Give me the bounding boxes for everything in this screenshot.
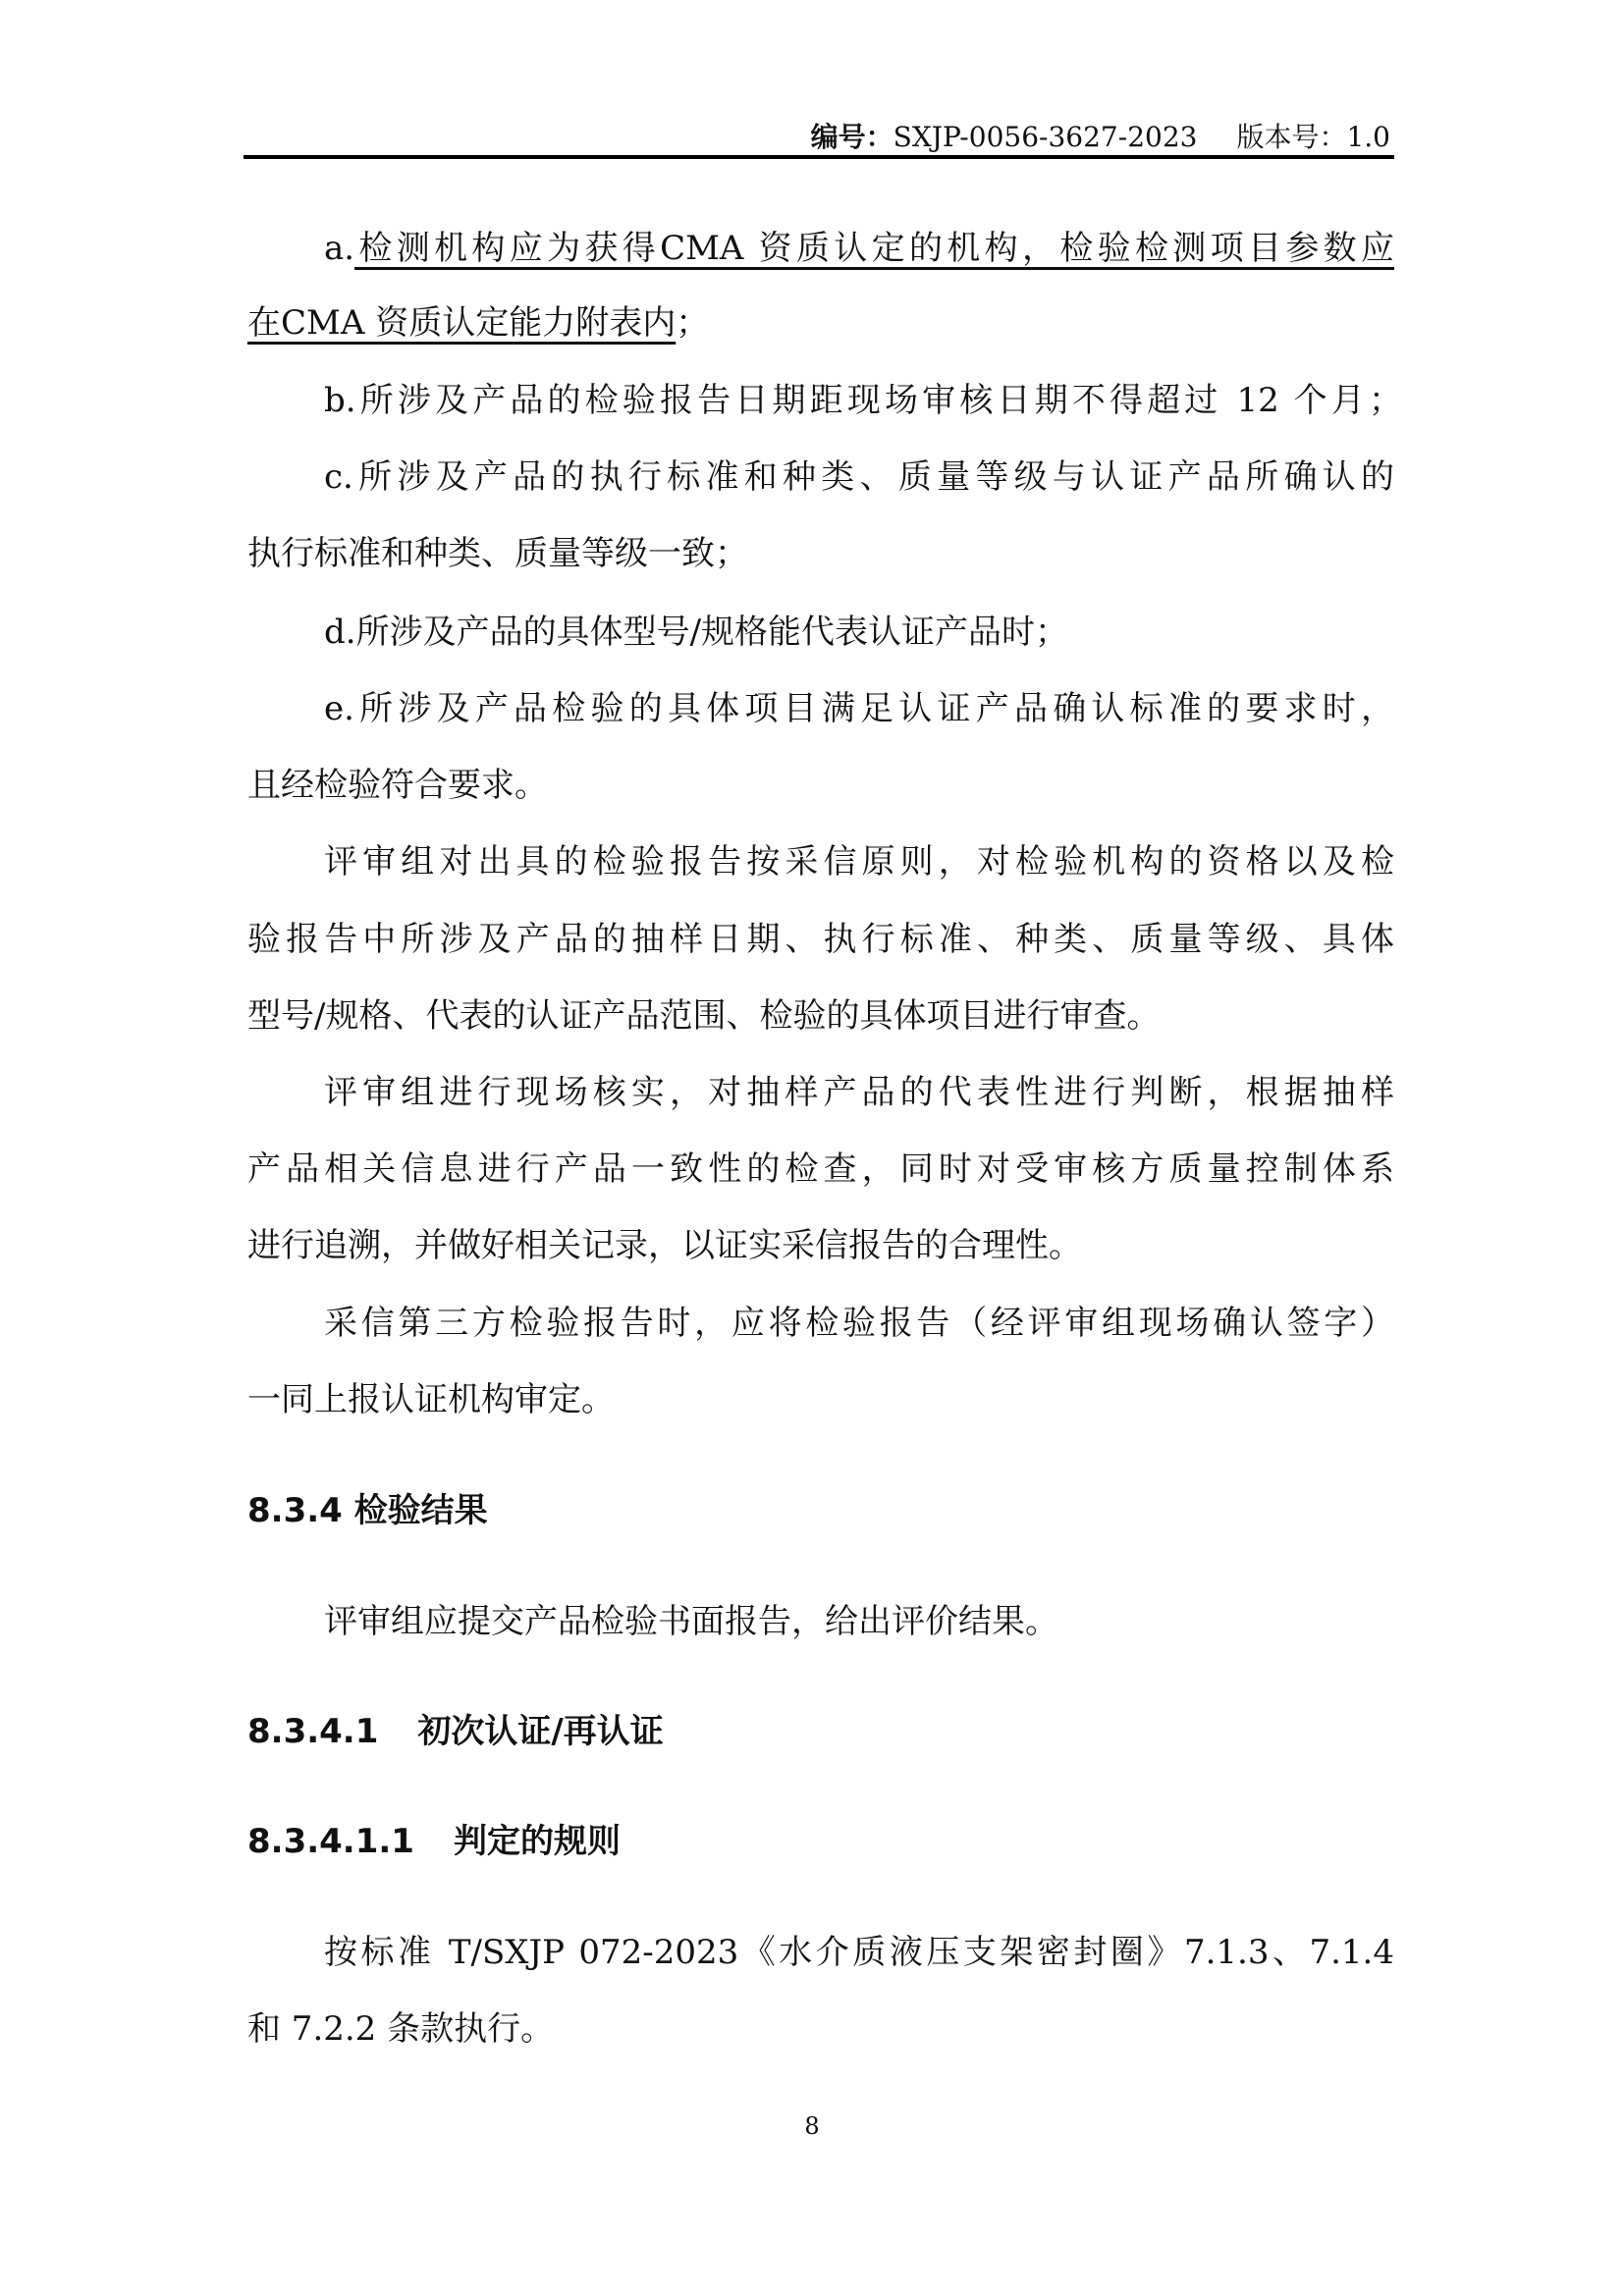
version-number: 1.0 <box>1346 121 1390 153</box>
paragraph-line: 和 7.2.2 条款执行。 <box>247 2009 555 2049</box>
paragraph-line: 进行追溯，并做好相关记录，以证实采信报告的合理性。 <box>247 1226 1082 1265</box>
item-c-line2: 执行标准和种类、质量等级一致； <box>247 534 748 573</box>
paragraph-line: 验报告中所涉及产品的抽样日期、执行标准、种类、质量等级、具体 <box>247 920 1394 959</box>
item-b: b.所涉及产品的检验报告日期距现场审核日期不得超过 12 个月； <box>324 381 1402 420</box>
section-heading-8-3-4-1-1: 8.3.4.1.1 判定的规则 <box>247 1822 621 1861</box>
item-c-line1: c.所涉及产品的执行标准和种类、质量等级与认证产品所确认的 <box>324 457 1394 497</box>
paragraph-line: 采信第三方检验报告时，应将检验报告（经评审组现场确认签字） <box>324 1304 1394 1343</box>
paragraph-line: 型号/规格、代表的认证产品范围、检验的具体项目进行审查。 <box>247 996 1161 1036</box>
document-code: SXJP-0056-3627-2023 <box>893 121 1198 153</box>
paragraph-line: 评审组进行现场核实，对抽样产品的代表性进行判断，根据抽样 <box>324 1073 1394 1112</box>
item-a-line2: 在CMA 资质认定能力附表内； <box>247 303 710 343</box>
code-label: 编号： <box>810 121 893 153</box>
item-e-line2: 且经检验符合要求。 <box>247 766 548 805</box>
paragraph-line: 评审组对出具的检验报告按采信原则，对检验机构的资格以及检 <box>324 842 1394 881</box>
item-d: d.所涉及产品的具体型号/规格能代表认证产品时； <box>324 613 1069 652</box>
section-heading-8-3-4-1: 8.3.4.1 初次认证/再认证 <box>247 1712 664 1751</box>
item-e-line1: e.所涉及产品检验的具体项目满足认证产品确认标准的要求时， <box>324 689 1394 728</box>
paragraph-line: 一同上报认证机构审定。 <box>247 1380 615 1419</box>
document-header <box>811 116 1390 159</box>
item-a-line1: a.检测机构应为获得CMA 资质认定的机构，检验检测项目参数应 <box>324 229 1394 268</box>
page-number: 8 <box>804 2112 820 2140</box>
paragraph-line: 评审组应提交产品检验书面报告，给出评价结果。 <box>324 1602 1058 1641</box>
section-heading-8-3-4: 8.3.4 检验结果 <box>247 1491 488 1530</box>
paragraph-line: 产品相关信息进行产品一致性的检查，同时对受审核方质量控制体系 <box>247 1149 1394 1189</box>
header-rule <box>244 155 1394 159</box>
version-label: 版本号： <box>1236 121 1347 153</box>
paragraph-line: 按标准 T/SXJP 072-2023《水介质液压支架密封圈》7.1.3、7.1.4 <box>324 1933 1394 1972</box>
